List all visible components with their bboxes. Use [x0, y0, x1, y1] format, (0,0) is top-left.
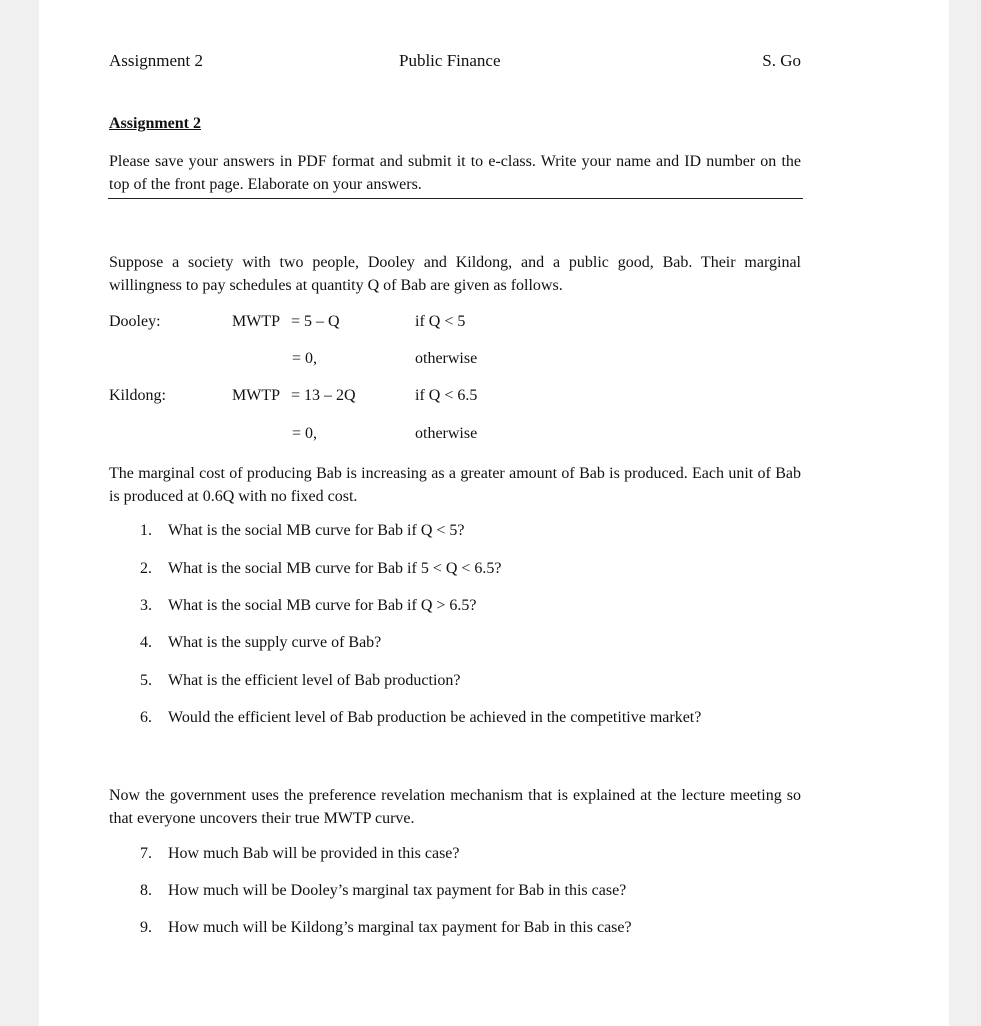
- question-text: What is the social MB curve for Bab if 5 < Q < 6.5?: [168, 560, 502, 577]
- question-text: What is the supply curve of Bab?: [168, 634, 382, 651]
- question-number: 4.: [140, 634, 152, 651]
- kildong-label: Kildong:: [109, 387, 166, 404]
- question-number: 6.: [140, 709, 152, 726]
- question-text: What is the social MB curve for Bab if Q < 5?: [168, 522, 465, 539]
- dooley-mwtp-label: MWTP: [232, 313, 280, 330]
- header-right: S. Go: [762, 51, 801, 70]
- question-number: 2.: [140, 560, 152, 577]
- dooley-schedule-row-1: [109, 313, 801, 335]
- question-number: 8.: [140, 882, 152, 899]
- kildong-schedule-row-1: [109, 387, 801, 409]
- dooley-expr-2: = 0,: [292, 350, 318, 367]
- dooley-cond-2: otherwise: [415, 350, 478, 367]
- kildong-schedule-row-2: [109, 425, 801, 447]
- kildong-mwtp-label: MWTP: [232, 387, 280, 404]
- divider-line: [108, 198, 803, 199]
- dooley-label: Dooley:: [109, 313, 161, 330]
- kildong-cond-1: if Q < 6.5: [415, 387, 478, 404]
- cost-paragraph: The marginal cost of producing Bab is increasing as a greater amount of Bab is produced. Each unit of Bab is produced at 0.6Q with no fixed cost.: [109, 465, 801, 505]
- question-number: 5.: [140, 672, 152, 689]
- question-text: How much Bab will be provided in this case?: [168, 845, 460, 862]
- question-text: How much will be Kildong’s marginal tax payment for Bab in this case?: [168, 919, 632, 936]
- page-header: [109, 51, 801, 73]
- assignment-title: Assignment 2: [109, 115, 202, 132]
- header-center: Public Finance: [399, 51, 501, 70]
- question-text: What is the efficient level of Bab production?: [168, 672, 461, 689]
- dooley-expr-1: = 5 – Q: [291, 313, 340, 330]
- question-number: 7.: [140, 845, 152, 862]
- dooley-schedule-row-2: [109, 350, 801, 372]
- question-number: 1.: [140, 522, 152, 539]
- question-text: How much will be Dooley’s marginal tax payment for Bab in this case?: [168, 882, 627, 899]
- header-left: Assignment 2: [109, 51, 203, 70]
- kildong-cond-2: otherwise: [415, 425, 478, 442]
- question-number: 3.: [140, 597, 152, 614]
- mechanism-paragraph: Now the government uses the preference revelation mechanism that is explained at the lecture meeting so that everyone uncovers their true MWTP curve.: [109, 787, 801, 827]
- question-text: Would the efficient level of Bab production be achieved in the competitive market?: [168, 709, 702, 726]
- instructions-paragraph: Please save your answers in PDF format and submit it to e-class. Write your name and ID number on the top of the front page. Elaborate on your answers.: [109, 153, 801, 193]
- question-text: What is the social MB curve for Bab if Q > 6.5?: [168, 597, 477, 614]
- dooley-cond-1: if Q < 5: [415, 313, 466, 330]
- kildong-expr-2: = 0,: [292, 425, 318, 442]
- kildong-expr-1: = 13 – 2Q: [291, 387, 356, 404]
- question-number: 9.: [140, 919, 152, 936]
- intro-paragraph: Suppose a society with two people, Dooley and Kildong, and a public good, Bab. Their marginal willingness to pay schedules at quantity Q of Bab are given as follows.: [109, 254, 801, 294]
